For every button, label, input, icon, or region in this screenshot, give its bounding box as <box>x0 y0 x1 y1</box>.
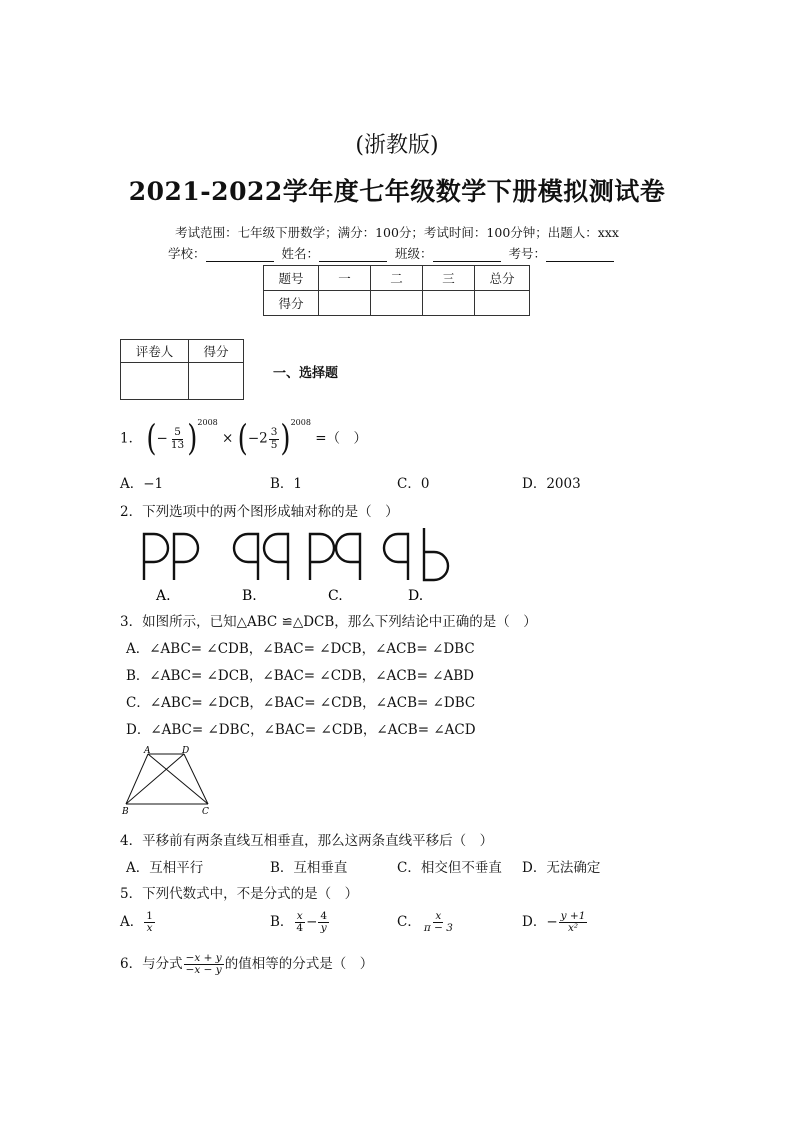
class-label: 班级： <box>395 246 433 261</box>
exam-info: 考试范围：七年级下册数学；满分：100分；考试时间：100分钟；出题人：xxx <box>175 225 619 240</box>
student-fields <box>168 244 618 262</box>
q1-option-d[interactable]: D．2003 <box>522 476 581 492</box>
q5-d-fraction: $\frac{y +1}{\text{x²}}$ <box>560 909 586 934</box>
question-5: 5．下列代数式中，不是分式的是（ ） <box>120 886 359 902</box>
exam-title: 2021-2022学年度七年级数学下册模拟测试卷 <box>128 177 666 206</box>
q5-option-c[interactable] <box>397 910 456 934</box>
q5-b-fraction-2: $\frac{4}{y}$ <box>320 909 328 934</box>
score-header-cell: 三 <box>423 266 475 291</box>
grader-value-row <box>121 363 244 400</box>
score-header-cell: 二 <box>371 266 423 291</box>
left-paren: ( <box>237 418 248 460</box>
q3-option-d[interactable]: D．∠ABC= ∠DBC，∠BAC= ∠CDB，∠ACB= ∠ACD <box>126 722 476 738</box>
q5-option-b-label: B． <box>270 914 294 930</box>
score-table-score-row <box>264 291 530 316</box>
score-cell[interactable] <box>475 291 530 316</box>
grader-cell[interactable] <box>189 363 244 400</box>
q1-option-b[interactable]: B．1 <box>270 476 303 492</box>
score-header-cell: 题号 <box>264 266 319 291</box>
question-4: 4．平移前有两条直线互相垂直，那么这两条直线平移后（ ） <box>120 833 494 849</box>
name-blank[interactable] <box>319 247 387 262</box>
q5-option-d[interactable] <box>522 910 588 934</box>
q6-fraction: $\frac{-x + y}{-x - y}$ <box>185 951 222 976</box>
q5-option-d-label: D． <box>522 914 547 930</box>
grader-header-cell: 得分 <box>189 340 244 363</box>
q5-option-c-label: C． <box>397 914 421 930</box>
q1-exponent-1: 2008 <box>197 418 218 427</box>
q1-minus: − <box>156 430 168 447</box>
exam-edition: (浙教版) <box>355 133 439 158</box>
q6-prefix: 6．与分式 <box>120 956 183 972</box>
q4-option-c[interactable]: C．相交但不垂直 <box>397 860 502 876</box>
q3-option-a[interactable]: A．∠ABC= ∠CDB，∠BAC= ∠DCB，∠ACB= ∠DBC <box>126 641 475 657</box>
q6-suffix: 的值相等的分式是（ ） <box>224 956 374 972</box>
q3-label-a: A <box>144 746 151 756</box>
score-cell[interactable] <box>319 291 371 316</box>
question-2: 2．下列选项中的两个图形成轴对称的是（ ） <box>120 504 399 520</box>
q2-figure <box>130 524 460 604</box>
grader-cell[interactable] <box>121 363 189 400</box>
q1-equals: =（ ） <box>315 430 368 447</box>
q3-option-b[interactable]: B．∠ABC= ∠DCB，∠BAC= ∠CDB，∠ACB= ∠ABD <box>126 668 474 684</box>
q1-times: × <box>222 430 234 447</box>
q1-exponent-2: 2008 <box>290 418 311 427</box>
q5-option-a[interactable] <box>120 910 156 934</box>
q3-label-d: D <box>182 746 190 756</box>
number-label: 考号： <box>508 246 547 261</box>
name-label: 姓名： <box>281 246 320 261</box>
question-1 <box>120 418 368 460</box>
q1-minus: − <box>247 430 260 447</box>
score-table <box>263 265 530 316</box>
section-title: 一、选择题 <box>273 366 339 381</box>
q3-triangle-figure <box>118 742 218 818</box>
q4-option-d[interactable]: D．无法确定 <box>522 860 601 876</box>
score-cell[interactable] <box>371 291 423 316</box>
grader-table <box>120 339 244 400</box>
score-header-cell: 总分 <box>475 266 530 291</box>
question-6 <box>120 952 373 976</box>
q5-b-fraction-1: $\frac{x}{4}$ <box>296 909 304 934</box>
score-cell[interactable] <box>423 291 475 316</box>
q1-fraction-1: $\frac{5}{13}$ <box>170 426 185 451</box>
q1-whole: 2 <box>259 430 268 447</box>
score-row-label: 得分 <box>264 291 319 316</box>
q2-shape-c[interactable] <box>310 534 360 580</box>
q5-b-minus: − <box>306 914 318 930</box>
q1-fraction-2: $\frac{3}{5}$ <box>270 426 278 451</box>
q5-d-minus: − <box>546 914 558 930</box>
q3-label-b: B <box>122 807 129 817</box>
q3-option-c[interactable]: C．∠ABC= ∠DCB，∠BAC= ∠CDB，∠ACB= ∠DBC <box>126 695 476 711</box>
q5-option-a-label: A． <box>120 914 144 930</box>
q2-label-c: C. <box>328 588 343 604</box>
q2-shape-b[interactable] <box>234 534 288 580</box>
school-label: 学校： <box>168 246 206 261</box>
question-3: 3．如图所示，已知△ABC ≌△DCB，那么下列结论中正确的是（ ） <box>120 614 537 630</box>
q2-label-d: D. <box>408 588 424 604</box>
score-header-cell: 一 <box>319 266 371 291</box>
q1-option-a[interactable]: A．−1 <box>120 476 164 492</box>
q3-label-c: C <box>202 807 209 817</box>
q2-shape-d[interactable] <box>384 528 448 580</box>
q4-option-a[interactable]: A．互相平行 <box>126 860 204 876</box>
q2-shape-a[interactable] <box>144 534 198 580</box>
class-blank[interactable] <box>433 247 501 262</box>
q5-a-fraction: $\frac{1}{x}$ <box>146 909 153 934</box>
school-blank[interactable] <box>206 247 274 262</box>
q5-option-b[interactable] <box>270 910 330 934</box>
q2-label-b: B. <box>242 588 257 604</box>
q1-option-c[interactable]: C．0 <box>397 476 430 492</box>
number-blank[interactable] <box>546 247 614 262</box>
right-paren: ) <box>280 418 291 460</box>
grader-header-cell: 评卷人 <box>121 340 189 363</box>
score-table-header-row <box>264 266 530 291</box>
q5-c-fraction: $\frac{x}{\pi - 3}$ <box>423 909 453 934</box>
right-paren: ) <box>187 418 198 460</box>
left-paren: ( <box>146 418 157 460</box>
grader-header-row <box>121 340 244 363</box>
q4-option-b[interactable]: B．互相垂直 <box>270 860 348 876</box>
q2-label-a: A. <box>156 588 171 604</box>
q1-number: 1． <box>120 430 143 447</box>
